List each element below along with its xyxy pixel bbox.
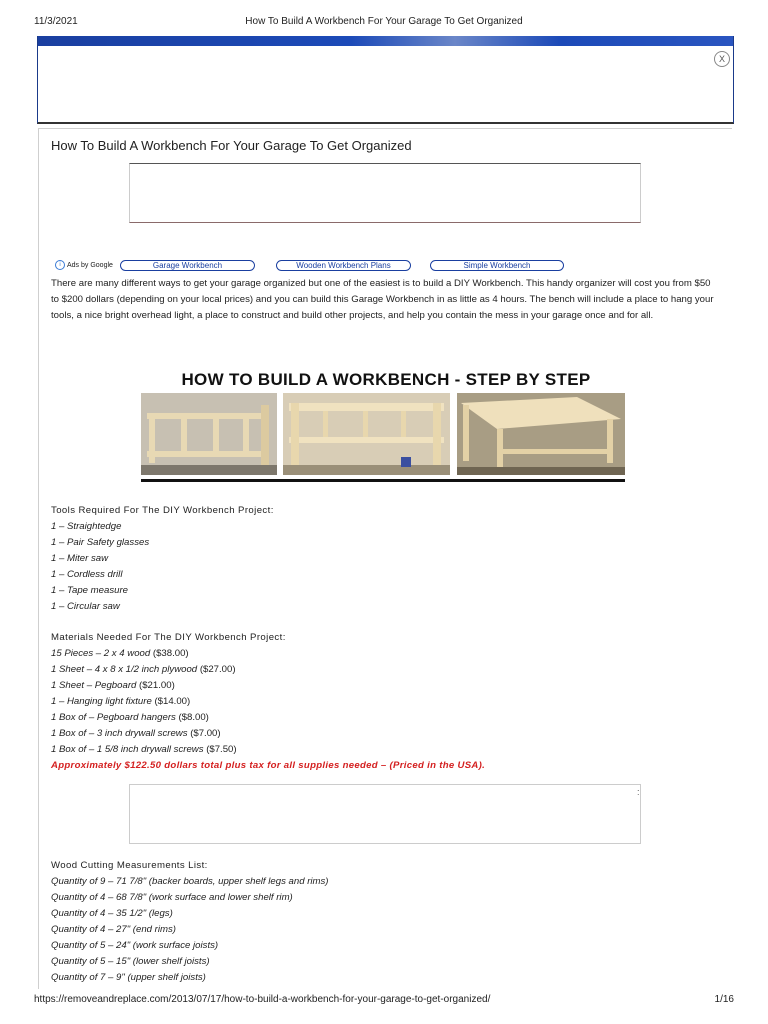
material-name: 1 Box of – 1 5/8 inch drywall screws bbox=[51, 744, 204, 755]
list-item: Quantity of 5 – 15" (lower shelf joists) bbox=[51, 956, 210, 967]
list-item: 1 – Pair Safety glasses bbox=[51, 537, 150, 548]
material-price: ($14.00) bbox=[154, 696, 191, 707]
ad-link-garage-workbench[interactable]: Garage Workbench bbox=[120, 260, 255, 271]
workbench-banner-image bbox=[141, 366, 631, 484]
material-name: 1 Box of – Pegboard hangers bbox=[51, 712, 176, 723]
ads-by-google-label: Ads by Google bbox=[67, 261, 113, 269]
list-item bbox=[51, 742, 485, 758]
cutting-list bbox=[51, 858, 329, 986]
banner-strip bbox=[38, 36, 733, 46]
list-item bbox=[51, 726, 485, 742]
material-price: ($21.00) bbox=[139, 680, 175, 691]
list-item: Quantity of 7 – 9" (upper shelf joists) bbox=[51, 972, 206, 983]
list-item bbox=[51, 710, 485, 726]
banner-title: HOW TO BUILD A WORKBENCH - STEP BY STEP bbox=[181, 370, 591, 389]
print-date: 11/3/2021 bbox=[34, 16, 78, 27]
ad-link-simple-workbench[interactable]: Simple Workbench bbox=[430, 260, 564, 271]
material-price: ($7.50) bbox=[206, 744, 237, 755]
site-top-banner bbox=[37, 36, 734, 124]
photo-work-surface bbox=[457, 393, 625, 475]
list-item: Quantity of 4 – 35 1/2" (legs) bbox=[51, 908, 173, 919]
info-icon[interactable]: i bbox=[55, 260, 65, 270]
intro-paragraph: There are many different ways to get your garage organized but one of the easiest is to build a DIY Workbench. This handy organizer will cost you from $50 to $200 dollars (depending on your local prices) and you can build this Garage Workbench in as little as 4 hours. The bench will include a place to hang your tools, a nice bright overhead light, a place to construct and build other projects, and help you contain the mess in your garage once and for all. bbox=[51, 278, 714, 321]
list-item: Quantity of 9 – 71 7/8" (backer boards, upper shelf legs and rims) bbox=[51, 876, 329, 887]
material-price: ($38.00) bbox=[152, 648, 189, 659]
article-title: How To Build A Workbench For Your Garage To Get Organized bbox=[51, 138, 412, 153]
ad-link-wooden-workbench-plans[interactable]: Wooden Workbench Plans bbox=[276, 260, 411, 271]
photo-backer-frame bbox=[141, 393, 277, 475]
list-item: 1 – Tape measure bbox=[51, 585, 128, 596]
ads-by-google[interactable] bbox=[55, 260, 113, 272]
ad-placeholder-middle[interactable] bbox=[129, 784, 641, 844]
banner-rule bbox=[141, 479, 625, 482]
list-item: Quantity of 4 – 68 7/8" (work surface and lower shelf rim) bbox=[51, 892, 293, 903]
list-item: 1 – Cordless drill bbox=[51, 569, 123, 580]
material-price: ($8.00) bbox=[178, 712, 209, 723]
list-item: Quantity of 5 – 24" (work surface joists) bbox=[51, 940, 219, 951]
materials-list bbox=[51, 630, 485, 774]
ad-placeholder-top[interactable] bbox=[129, 163, 641, 223]
list-item bbox=[51, 662, 485, 678]
tools-heading: Tools Required For The DIY Workbench Project: bbox=[51, 505, 274, 516]
photo-frame-assembled bbox=[283, 393, 450, 475]
materials-heading: Materials Needed For The DIY Workbench Project: bbox=[51, 632, 286, 643]
list-item: 1 – Straightedge bbox=[51, 521, 122, 532]
material-name: 1 Sheet – Pegboard bbox=[51, 680, 137, 691]
material-name: 1 – Hanging light fixture bbox=[51, 696, 152, 707]
list-item bbox=[51, 694, 485, 710]
cutting-heading: Wood Cutting Measurements List: bbox=[51, 860, 208, 871]
material-name: 1 Sheet – 4 x 8 x 1/2 inch plywood bbox=[51, 664, 198, 675]
material-name: 15 Pieces – 2 x 4 wood bbox=[51, 648, 151, 659]
print-url[interactable]: https://removeandreplace.com/2013/07/17/how-to-build-a-workbench-for-your-garage-to-get-organized/ bbox=[34, 994, 491, 1005]
materials-total: Approximately $122.50 dollars total plus tax for all supplies needed – (Priced in the USA). bbox=[51, 760, 486, 771]
print-page-number: 1/16 bbox=[714, 994, 734, 1005]
ad-marker: : bbox=[637, 787, 640, 797]
list-item bbox=[51, 646, 485, 662]
tools-list bbox=[51, 503, 274, 615]
list-item: Quantity of 4 – 27" (end rims) bbox=[51, 924, 176, 935]
close-icon[interactable]: X bbox=[714, 51, 730, 67]
material-price: ($27.00) bbox=[199, 664, 236, 675]
list-item: 1 – Miter saw bbox=[51, 553, 109, 564]
material-name: 1 Box of – 3 inch drywall screws bbox=[51, 728, 188, 739]
list-item bbox=[51, 678, 485, 694]
material-price: ($7.00) bbox=[190, 728, 221, 739]
list-item: 1 – Circular saw bbox=[51, 601, 120, 612]
print-title: How To Build A Workbench For Your Garage To Get Organized bbox=[245, 16, 523, 27]
